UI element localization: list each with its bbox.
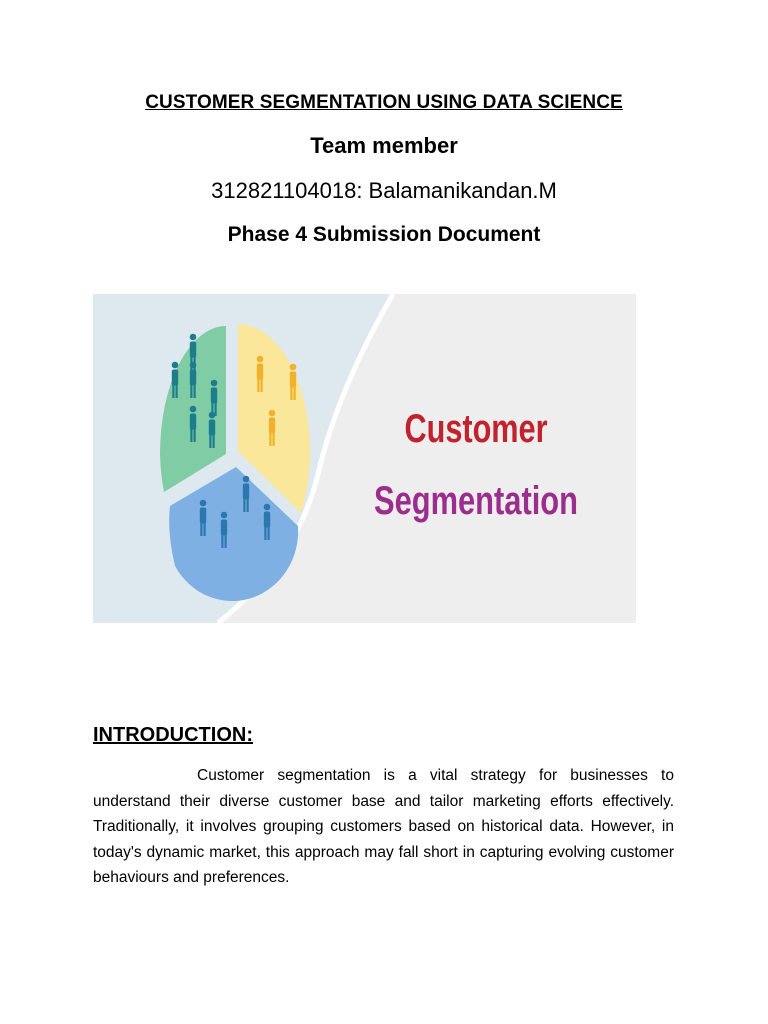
phase-heading: Phase 4 Submission Document [227, 223, 541, 246]
page-title: CUSTOMER SEGMENTATION USING DATA SCIENCE [145, 92, 623, 113]
customer-segmentation-banner [93, 294, 636, 623]
introduction-heading: INTRODUCTION: [93, 724, 253, 746]
team-member-line: 312821104018: Balamanikandan.M [211, 178, 557, 203]
banner-title-line2: Segmentation [374, 479, 578, 523]
team-heading: Team member [310, 133, 458, 158]
banner-title-line1: Customer [404, 407, 548, 451]
introduction-body: Customer segmentation is a vital strategy for businesses to understand their diverse customer base and tailor marketing efforts effectively. Traditionally, it involves grouping customers based on historical data. However, in today's dynamic market, this approach may fall short in capturing evolving customer behaviours and preferences. [93, 767, 674, 886]
